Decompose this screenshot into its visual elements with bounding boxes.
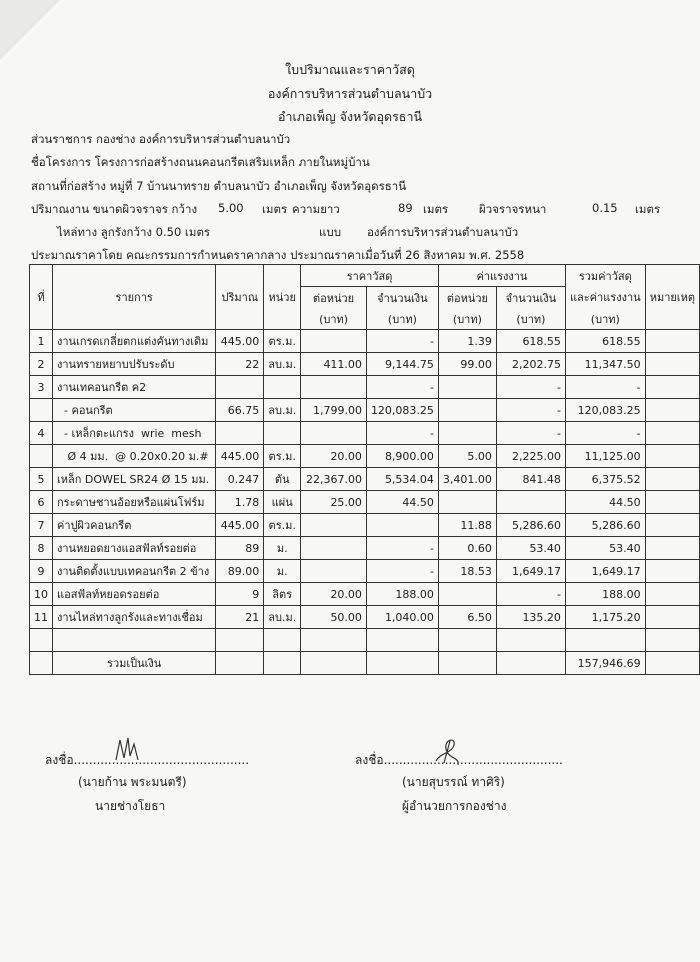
row-qty: 1.78 — [216, 491, 264, 514]
row-labor-amount: - — [496, 376, 565, 399]
row-qty: 66.75 — [216, 399, 264, 422]
right-signer-position: ผู้อำนวยการกองช่าง — [402, 799, 507, 813]
left-signature-mark — [112, 734, 142, 764]
estimate-line: ประมาณราคาโดย คณะกรรมการกำหนดราคากลาง ประมาณราคาเมื่อวันที่ 26 สิงหาคม พ.ศ. 2558 — [31, 248, 525, 262]
sum-total: 157,946.69 — [565, 652, 645, 675]
row-remark — [645, 376, 699, 399]
row-qty — [216, 376, 264, 399]
row-no — [30, 445, 53, 468]
row-labor-amount: 618.55 — [496, 330, 565, 353]
table-row — [30, 353, 700, 376]
row-no: 9 — [30, 560, 53, 583]
row-total: 618.55 — [565, 330, 645, 353]
row-labor-amount: 841.48 — [496, 468, 565, 491]
row-material-unit-price: 20.00 — [301, 583, 367, 606]
left-signer-name: (นายก้าน พระมนตรี) — [78, 775, 187, 789]
table-row — [30, 514, 700, 537]
table-row — [30, 422, 700, 445]
row-material-unit-price: 25.00 — [301, 491, 367, 514]
row-material-unit-price: 1,799.00 — [301, 399, 367, 422]
row-no: 6 — [30, 491, 53, 514]
row-labor-amount: 2,202.75 — [496, 353, 565, 376]
row-no: 1 — [30, 330, 53, 353]
row-no: 5 — [30, 468, 53, 491]
row-qty: 445.00 — [216, 330, 264, 353]
row-unit — [264, 376, 301, 399]
row-item: แอสฟัลท์หยอดรอยต่อ — [53, 583, 216, 606]
row-material-amount: - — [366, 537, 438, 560]
length-value: 89 — [398, 201, 413, 215]
row-remark — [645, 537, 699, 560]
table-row — [30, 491, 700, 514]
row-item: กระดาษชานอ้อยหรือแผ่นโฟร์ม — [53, 491, 216, 514]
row-labor-unit-price: 3,401.00 — [438, 468, 496, 491]
row-no: 10 — [30, 583, 53, 606]
row-total: 11,125.00 — [565, 445, 645, 468]
sum-row — [30, 652, 700, 675]
header-baht: (บาท) — [301, 308, 367, 330]
right-sign-line: ลงชื่อ............................................... — [355, 753, 563, 767]
width-unit: เมตร — [262, 202, 288, 216]
row-labor-unit-price — [438, 422, 496, 445]
row-item: - เหล็กตะแกรง wrie mesh — [53, 422, 216, 445]
header-row-1 — [30, 265, 700, 287]
row-labor-amount: - — [496, 399, 565, 422]
header-labor-per-unit: ต่อหน่วย — [438, 287, 496, 309]
district-name: อำเภอเพ็ญ จังหวัดอุดรธานี — [277, 109, 423, 124]
row-item: งานหยอดยางแอสฟัลท์รอยต่อ — [53, 537, 216, 560]
row-item: งานติดตั้งแบบเทคอนกรีต 2 ข้าง — [53, 560, 216, 583]
row-unit: ตัน — [264, 468, 301, 491]
length-label: ความยาว — [292, 202, 340, 216]
row-total: 11,347.50 — [565, 353, 645, 376]
left-signer-position: นายช่างโยธา — [95, 799, 166, 813]
row-total: 5,286.60 — [565, 514, 645, 537]
header-item: รายการ — [53, 265, 216, 330]
shoulder-line: ไหล่ทาง ลูกรังกว้าง 0.50 เมตร — [57, 225, 211, 239]
row-labor-unit-price — [438, 583, 496, 606]
row-qty: 21 — [216, 606, 264, 629]
row-qty: 89 — [216, 537, 264, 560]
row-no: 4 — [30, 422, 53, 445]
row-item: งานเทคอนกรีต ค2 — [53, 376, 216, 399]
row-remark — [645, 560, 699, 583]
table-row — [30, 468, 700, 491]
header-baht: (บาท) — [438, 308, 496, 330]
row-labor-unit-price: 18.53 — [438, 560, 496, 583]
row-material-amount: 188.00 — [366, 583, 438, 606]
org-name: องค์การบริหารส่วนตำบลนาบัว — [267, 86, 433, 101]
thick-unit: เมตร — [635, 202, 661, 216]
row-material-unit-price: 50.00 — [301, 606, 367, 629]
row-material-amount: 9,144.75 — [366, 353, 438, 376]
row-labor-unit-price — [438, 376, 496, 399]
row-item: เหล็ก DOWEL SR24 Ø 15 มม. — [53, 468, 216, 491]
row-total: 120,083.25 — [565, 399, 645, 422]
qty-label: ปริมาณงาน ขนาดผิวจราจร กว้าง — [31, 202, 198, 216]
location-line: สถานที่ก่อสร้าง หมู่ที่ 7 บ้านนาทราย ตำบลนาบัว อำเภอเพ็ญ จังหวัดอุดรธานี — [31, 179, 407, 193]
width-value: 5.00 — [218, 201, 244, 215]
row-total: - — [565, 376, 645, 399]
thick-value: 0.15 — [592, 201, 618, 215]
header-no: ที่ — [30, 265, 53, 330]
table-row — [30, 537, 700, 560]
row-material-amount: 120,083.25 — [366, 399, 438, 422]
row-total: 44.50 — [565, 491, 645, 514]
header-baht: (บาท) — [366, 308, 438, 330]
header-material-amount: จำนวนเงิน — [366, 287, 438, 309]
row-item: - คอนกรีต — [53, 399, 216, 422]
row-material-amount — [366, 514, 438, 537]
row-unit: ตร.ม. — [264, 330, 301, 353]
row-total: - — [565, 422, 645, 445]
row-qty: 0.247 — [216, 468, 264, 491]
row-material-amount: 44.50 — [366, 491, 438, 514]
sum-label: รวมเป็นเงิน — [53, 652, 216, 675]
table-row — [30, 399, 700, 422]
blank-row — [30, 629, 700, 652]
row-total: 1,649.17 — [565, 560, 645, 583]
row-remark — [645, 330, 699, 353]
row-material-unit-price — [301, 560, 367, 583]
row-unit: ลบ.ม. — [264, 606, 301, 629]
row-no: 8 — [30, 537, 53, 560]
row-qty: 22 — [216, 353, 264, 376]
row-material-unit-price — [301, 514, 367, 537]
row-unit: ลบ.ม. — [264, 399, 301, 422]
row-labor-amount: 2,225.00 — [496, 445, 565, 468]
row-total: 188.00 — [565, 583, 645, 606]
row-unit: ม. — [264, 560, 301, 583]
row-material-amount: - — [366, 376, 438, 399]
row-material-unit-price: 20.00 — [301, 445, 367, 468]
folded-corner — [0, 0, 60, 60]
header-total: รวมค่าวัสดุ — [565, 265, 645, 287]
header-labor: ค่าแรงงาน — [438, 265, 565, 287]
type-label: แบบ — [319, 225, 342, 239]
row-material-amount: 5,534.04 — [366, 468, 438, 491]
row-unit: แผ่น — [264, 491, 301, 514]
row-remark — [645, 583, 699, 606]
row-no — [30, 399, 53, 422]
thick-label: ผิวจราจรหนา — [479, 202, 547, 216]
row-unit: ลิตร — [264, 583, 301, 606]
row-qty: 445.00 — [216, 445, 264, 468]
row-no: 7 — [30, 514, 53, 537]
header-unit: หน่วย — [264, 265, 301, 330]
header-labor-amount: จำนวนเงิน — [496, 287, 565, 309]
table-row — [30, 376, 700, 399]
table-row — [30, 560, 700, 583]
row-labor-amount: 53.40 — [496, 537, 565, 560]
row-material-amount: - — [366, 560, 438, 583]
table-row — [30, 445, 700, 468]
table-row — [30, 583, 700, 606]
header-material: ราคาวัสดุ — [301, 265, 439, 287]
row-labor-unit-price: 1.39 — [438, 330, 496, 353]
row-material-unit-price — [301, 422, 367, 445]
row-material-unit-price — [301, 376, 367, 399]
row-remark — [645, 468, 699, 491]
right-signer-name: (นายสุบรรณ์ ทาศิริ) — [402, 775, 505, 789]
row-unit: ตร.ม. — [264, 514, 301, 537]
header-baht: (บาท) — [496, 308, 565, 330]
row-labor-amount: - — [496, 583, 565, 606]
row-remark — [645, 514, 699, 537]
row-no: 3 — [30, 376, 53, 399]
row-unit: ม. — [264, 537, 301, 560]
right-signature-mark — [430, 733, 464, 769]
row-labor-unit-price: 6.50 — [438, 606, 496, 629]
row-qty — [216, 422, 264, 445]
row-labor-unit-price: 11.88 — [438, 514, 496, 537]
row-unit: ลบ.ม. — [264, 353, 301, 376]
quantity-price-table — [29, 264, 700, 675]
row-item: Ø 4 มม. @ 0.20x0.20 ม.# — [53, 445, 216, 468]
row-remark — [645, 353, 699, 376]
row-remark — [645, 422, 699, 445]
row-item: ค่าปูผิวคอนกรีต — [53, 514, 216, 537]
row-no: 2 — [30, 353, 53, 376]
project-line: ชื่อโครงการ โครงการก่อสร้างถนนคอนกรีตเสริมเหล็ก ภายในหมู่บ้าน — [31, 155, 370, 169]
table-row — [30, 606, 700, 629]
row-total: 1,175.20 — [565, 606, 645, 629]
row-remark — [645, 399, 699, 422]
row-qty: 89.00 — [216, 560, 264, 583]
row-material-unit-price: 22,367.00 — [301, 468, 367, 491]
header-remark: หมายเหตุ — [645, 265, 699, 330]
row-item: งานเกรดเกลี่ยตกแต่งคันทางเดิม — [53, 330, 216, 353]
row-total: 53.40 — [565, 537, 645, 560]
doc-title: ใบปริมาณและราคาวัสดุ — [285, 62, 415, 77]
header-baht: (บาท) — [565, 308, 645, 330]
header-qty: ปริมาณ — [216, 265, 264, 330]
left-sign-line: ลงชื่อ.............................................. — [45, 753, 250, 767]
row-item: งานทรายหยาบปรับระดับ — [53, 353, 216, 376]
row-remark — [645, 491, 699, 514]
row-labor-amount: 1,649.17 — [496, 560, 565, 583]
agency-line: ส่วนราชการ กองช่าง องค์การบริหารส่วนตำบลนาบัว — [31, 132, 291, 146]
row-labor-unit-price — [438, 491, 496, 514]
row-material-amount: 8,900.00 — [366, 445, 438, 468]
row-unit: ตร.ม. — [264, 445, 301, 468]
row-qty: 9 — [216, 583, 264, 606]
row-labor-amount: - — [496, 422, 565, 445]
header-material-per-unit: ต่อหน่วย — [301, 287, 367, 309]
row-total: 6,375.52 — [565, 468, 645, 491]
row-material-amount: - — [366, 330, 438, 353]
row-remark — [645, 606, 699, 629]
row-unit — [264, 422, 301, 445]
row-remark — [645, 445, 699, 468]
type-value: องค์การบริหารส่วนตำบลนาบัว — [367, 225, 519, 239]
row-labor-unit-price — [438, 399, 496, 422]
row-material-unit-price — [301, 537, 367, 560]
row-qty: 445.00 — [216, 514, 264, 537]
row-material-unit-price — [301, 330, 367, 353]
length-unit: เมตร — [423, 202, 449, 216]
table-row — [30, 330, 700, 353]
row-material-amount: 1,040.00 — [366, 606, 438, 629]
row-no: 11 — [30, 606, 53, 629]
row-labor-amount: 135.20 — [496, 606, 565, 629]
row-material-amount: - — [366, 422, 438, 445]
row-labor-unit-price: 0.60 — [438, 537, 496, 560]
row-item: งานไหล่ทางลูกรังและทางเชื่อม — [53, 606, 216, 629]
row-labor-amount — [496, 491, 565, 514]
header-total-2: และค่าแรงงาน — [565, 287, 645, 309]
row-material-unit-price: 411.00 — [301, 353, 367, 376]
row-labor-amount: 5,286.60 — [496, 514, 565, 537]
row-labor-unit-price: 5.00 — [438, 445, 496, 468]
row-labor-unit-price: 99.00 — [438, 353, 496, 376]
